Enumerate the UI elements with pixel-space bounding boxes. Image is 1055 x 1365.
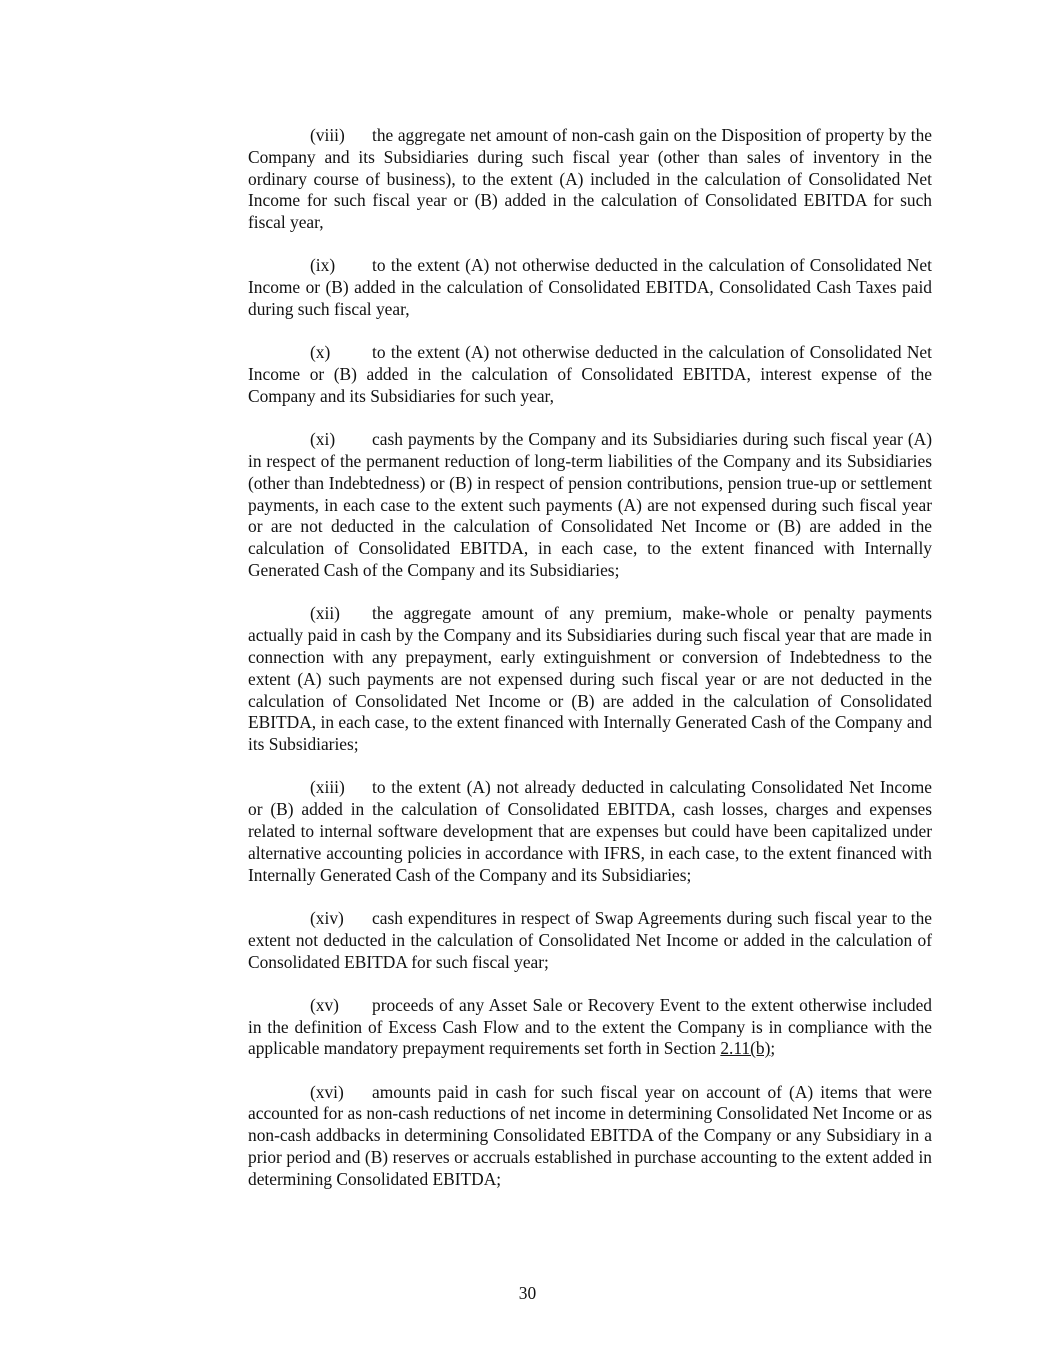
clause-label: (xiii) [310, 777, 345, 798]
clause-label: (xv) [310, 994, 339, 1015]
clause-xii [248, 603, 932, 756]
clause-text: to the extent (A) not otherwise deducted in the calculation of Consolidated Net Income or (B) added in the calculation of Consolidated EBITDA, interest expense of the Company and its Subsidiaries for such year, [248, 342, 932, 406]
clause-text: the aggregate amount of any premium, make-whole or penalty payments actually paid in cash by the Company and its Subsidiaries during such fiscal year that are made in connection with any prepayment, early extinguishment or conversion of Indebtedness to the extent (A) such payments are not expensed during such fiscal year or are not deducted in the calculation of Consolidated Net Income or (B) are added in the calculation of Consolidated EBITDA, in each case, to the extent financed with Internally Generated Cash of the Company and its Subsidiaries; [248, 603, 932, 755]
clause-xv [248, 995, 932, 1060]
clause-text: cash expenditures in respect of Swap Agreements during such fiscal year to the extent not deducted in the calculation of Consolidated Net Income or added in the calculation of Consolidated EBITDA for such fiscal year; [248, 907, 932, 972]
clause-text: cash payments by the Company and its Subsidiaries during such fiscal year (A) in respect of the permanent reduction of long-term liabilities of the Company and its Subsidiaries (other than Indebtedness) or (B) in respect of pension contributions, pension true-up or settlement payments, in each case to the extent such payments (A) are not expensed during such fiscal year or are not deducted in the calculation of Consolidated Net Income or (B) are added in the calculation of Consolidated EBITDA, in each case, to the extent financed with Internally Generated Cash of the Company and its Subsidiaries; [248, 429, 932, 581]
clause-label: (xii) [310, 603, 340, 624]
clause-text: the aggregate net amount of non-cash gain on the Disposition of property by the Company and its Subsidiaries during such fiscal year (other than sales of inventory in the ordinary course of business), to the extent (A) included in the calculation of Consolidated Net Income for such fiscal year or (B) added in the calculation of Consolidated EBITDA for such fiscal year, [248, 125, 932, 233]
clause-label: (xiv) [310, 907, 344, 928]
clause-xiv [248, 908, 932, 973]
clause-text: to the extent (A) not otherwise deducted in the calculation of Consolidated Net Income or (B) added in the calculation of Consolidated EBITDA, Consolidated Cash Taxes paid during such fiscal year, [248, 255, 932, 320]
clause-xi [248, 429, 932, 582]
clause-label: (xvi) [310, 1081, 344, 1102]
clause-label: (viii) [310, 125, 345, 145]
clause-x [248, 342, 932, 407]
clause-label: (x) [310, 342, 331, 363]
clause-suffix: ; [770, 1038, 776, 1059]
clause-label: (ix) [310, 255, 336, 276]
clause-text: amounts paid in cash for such fiscal year on account of (A) items that were accounted for as non-cash reductions of net income in determining Consolidated Net Income or as non-cash addbacks in determining Consolidated EBITDA of the Company or any Subsidiary in a prior period and (B) reserves or accruals established in purchase accounting to the extent added in determining Consolidated EBITDA; [248, 1081, 932, 1189]
clause-xiii [248, 777, 932, 886]
document-body [248, 125, 932, 1212]
page-number: 30 [518, 1283, 537, 1303]
section-reference-link[interactable]: 2.11(b) [720, 1038, 771, 1059]
clause-ix [248, 255, 932, 320]
clause-label: (xi) [310, 429, 336, 450]
clause-xvi [248, 1082, 932, 1191]
clause-text: to the extent (A) not already deducted in calculating Consolidated Net Income or (B) added in the calculation of Consolidated EBITDA, cash losses, charges and expenses related to internal software development that are expenses but could have been capitalized under alternative accounting policies in accordance with IFRS, in each case, to the extent financed with Internally Generated Cash of the Company and its Subsidiaries; [248, 777, 932, 885]
clause-text: proceeds of any Asset Sale or Recovery Event to the extent otherwise included in the definition of Excess Cash Flow and to the extent the Company is in compliance with the applicable mandatory prepayment requirements set forth in Section [248, 994, 932, 1059]
clause-viii [248, 125, 932, 234]
